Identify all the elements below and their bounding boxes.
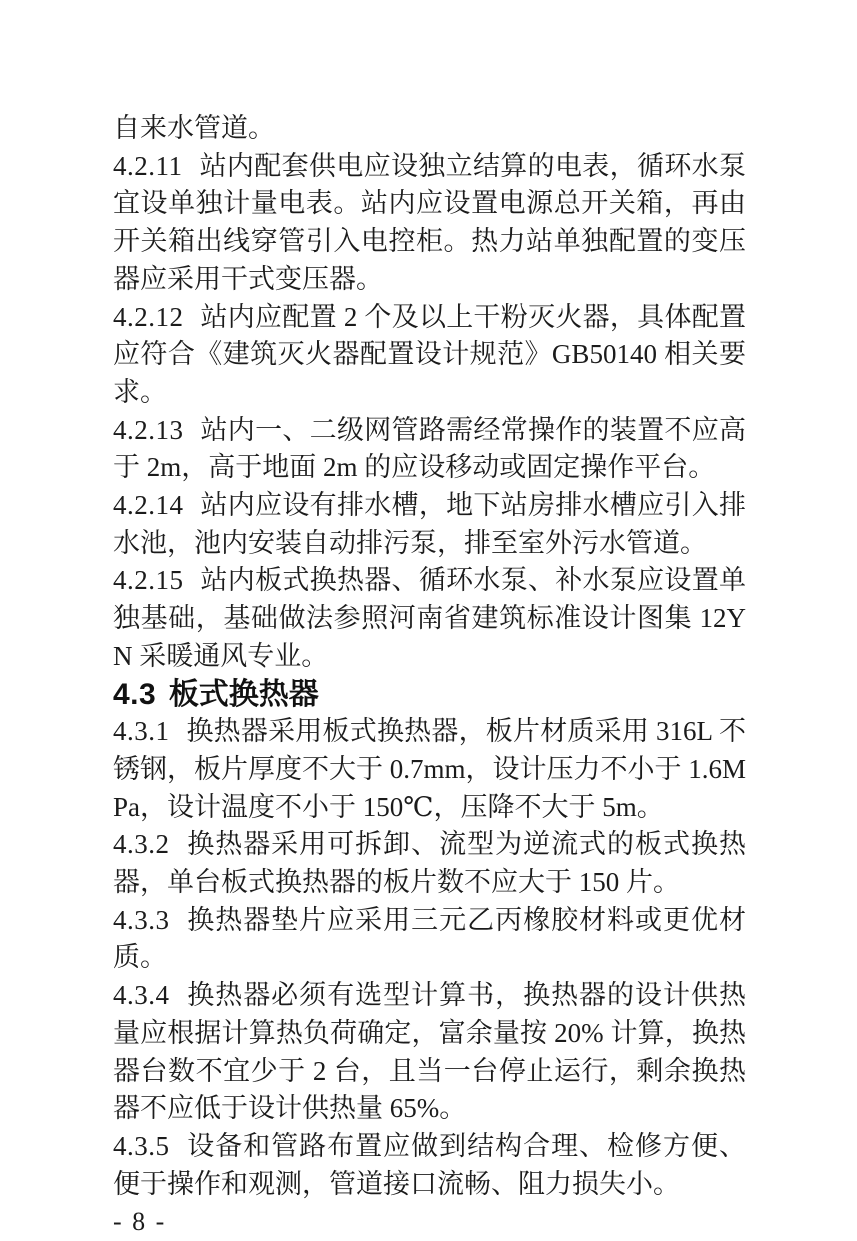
page-number: - 8 - (113, 1207, 167, 1237)
clause-text: 换热器必须有选型计算书，换热器的设计供热量应根据计算热负荷确定，富余量按 20% 计算，换热器台数不宜少于 2 台，且当一台停止运行，剩余换热器不应低于设计供热量 65%。 (113, 980, 746, 1124)
paragraph-continuation (113, 110, 746, 148)
clause-number: 4.2.11 (113, 150, 183, 181)
clause-4-2-14 (113, 487, 746, 562)
clause-number: 4.3.1 (113, 716, 170, 747)
clause-text: 换热器采用板式换热器，板片材质采用 316L 不锈钢，板片厚度不大于 0.7mm，设计压力不小于 1.6MPa，设计温度不小于 150℃，压降不大于 5m。 (113, 716, 747, 822)
clause-text: 站内应配置 2 个及以上干粉灭火器，具体配置应符合《建筑灭火器配置设计规范》GB50140 相关要求。 (113, 301, 746, 407)
clause-4-2-15 (113, 562, 746, 675)
paragraph-text: 自来水管道。 (113, 113, 275, 143)
clause-4-2-11 (113, 148, 746, 299)
clause-4-3-4 (113, 977, 746, 1128)
clause-text: 换热器采用可拆卸、流型为逆流式的板式换热器，单台板式换热器的板片数不应大于 150 片。 (113, 829, 746, 898)
clause-text: 站内配套供电应设独立结算的电表，循环水泵宜设单独计量电表。站内应设置电源总开关箱，再由开关箱出线穿管引入电控柜。热力站单独配置的变压器应采用干式变压器。 (113, 150, 746, 294)
section-number: 4.3 (113, 677, 157, 711)
clause-4-2-12 (113, 299, 746, 412)
section-title: 板式换热器 (168, 677, 319, 711)
clause-number: 4.2.14 (113, 490, 184, 521)
clause-number: 4.2.12 (113, 301, 184, 332)
clause-number: 4.3.4 (113, 980, 170, 1011)
clause-4-3-5 (113, 1128, 746, 1203)
clause-number: 4.2.13 (113, 414, 184, 445)
clause-text: 站内板式换热器、循环水泵、补水泵应设置单独基础，基础做法参照河南省建筑标准设计图集 12YN 采暖通风专业。 (113, 565, 746, 671)
clause-4-3-3 (113, 902, 746, 977)
clause-4-2-13 (113, 412, 746, 487)
text-content (113, 110, 746, 1241)
clause-text: 站内一、二级网管路需经常操作的装置不应高于 2m，高于地面 2m 的应设移动或固定操作平台。 (113, 414, 746, 483)
clause-number: 4.3.2 (113, 829, 170, 860)
clause-number: 4.3.5 (113, 1130, 170, 1161)
clause-4-3-1 (113, 713, 746, 826)
clause-4-3-2 (113, 826, 746, 901)
clause-text: 站内应设有排水槽，地下站房排水槽应引入排水池，池内安装自动排污泵，排至室外污水管道。 (113, 490, 746, 558)
clause-number: 4.3.3 (113, 904, 170, 935)
clause-text: 换热器垫片应采用三元乙丙橡胶材料或更优材质。 (113, 904, 746, 973)
section-heading-4-3 (113, 676, 746, 714)
clause-text: 设备和管路布置应做到结构合理、检修方便、便于操作和观测，管道接口流畅、阻力损失小。 (113, 1130, 746, 1199)
clause-number: 4.2.15 (113, 565, 184, 596)
